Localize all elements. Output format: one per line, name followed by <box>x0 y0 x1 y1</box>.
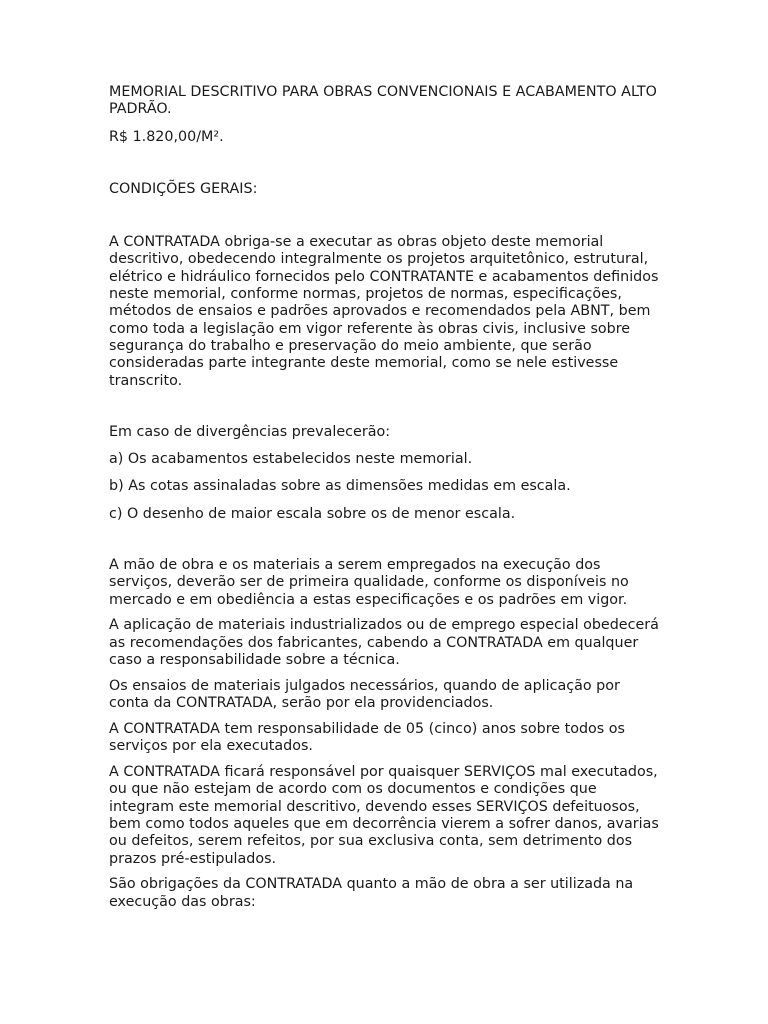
divergence-item-b: b) As cotas assinaladas sobre as dimensões medidas em escala. <box>109 478 571 495</box>
divergence-item-c: c) O desenho de maior escala sobre os de menor escala. <box>109 505 516 522</box>
divergence-item-a: a) Os acabamentos estabelecidos neste memorial. <box>109 451 473 468</box>
divergence-heading: Em caso de divergências prevalecerão: <box>109 423 391 440</box>
paragraph-industrialized-materials: A aplicação de materiais industrializados ou de emprego especial obedecerá as recomendações dos fabricantes, cabendo a CONTRATADA em qualquer caso a responsabilidade sobre a técnica. <box>109 617 659 669</box>
document-page <box>109 84 669 911</box>
paragraph-labor-obligations: São obrigações da CONTRATADA quanto a mão de obra a ser utilizada na execução das obras: <box>109 876 634 910</box>
intro-paragraph: A CONTRATADA obriga-se a executar as obras objeto deste memorial descritivo, obedecendo integralmente os projetos arquitetônico, estrutural, elétrico e hidráulico fornecidos pelo CONTRATANTE e acabamentos definidos neste memorial, conforme normas, projetos de normas, especificações, métodos de ensaios e padrões aprovados e recomendados pela ABNT, bem como toda a legislação em vigor referente às obras civis, inclusive sobre segurança do trabalho e preservação do meio ambiente, que serão consideradas parte integrante deste memorial, como se nele estivesse transcrito. <box>109 234 659 389</box>
paragraph-material-tests: Os ensaios de materiais julgados necessários, quando de aplicação por conta da CONTRATADA, serão por ela providenciados. <box>109 677 620 712</box>
section-heading-general-conditions: CONDIÇÕES GERAIS: <box>109 181 258 198</box>
paragraph-defective-services: A CONTRATADA ficará responsável por quaisquer SERVIÇOS mal executados, ou que não estejam de acordo com os documentos e condições que integram este memorial descritivo, devendo esses SERVIÇOS defeituosos, bem como todos aqueles que em decorrência vierem a sofrer danos, avarias ou defeitos, serem refeitos, por sua exclusiva conta, sem detrimento dos prazos pré-estipulados. <box>109 764 659 867</box>
paragraph-responsibility-period: A CONTRATADA tem responsabilidade de 05 (cinco) anos sobre todos os serviços por ela executados. <box>109 720 625 755</box>
price-per-square-meter: R$ 1.820,00/M². <box>109 128 224 145</box>
document-title: MEMORIAL DESCRITIVO PARA OBRAS CONVENCIONAIS E ACABAMENTO ALTO PADRÃO. <box>109 84 657 118</box>
paragraph-labor-materials: A mão de obra e os materiais a serem empregados na execução dos serviços, deverão ser de primeira qualidade, conforme os disponíveis no mercado e em obediência a estas especificações e os padrões em vigor. <box>109 557 629 608</box>
